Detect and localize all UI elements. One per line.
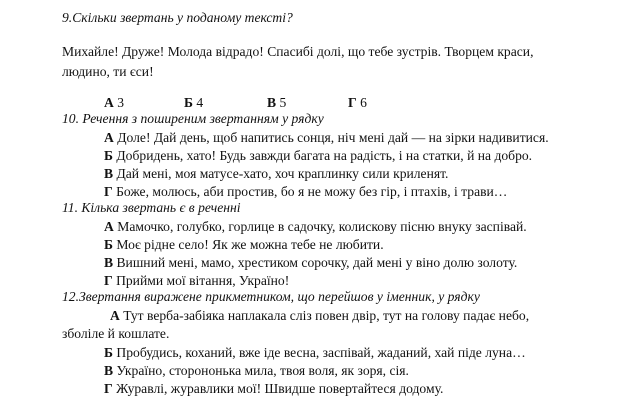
q12-option-d-letter: Г <box>104 381 113 396</box>
q10-option-d <box>104 184 507 200</box>
q9-title: 9.Скільки звертань у поданому тексті? <box>62 10 293 25</box>
q12-option-d <box>104 381 443 397</box>
q12-option-c-text: Україно, сторононька мила, твоя воля, як зоря, сія. <box>116 363 409 378</box>
q12-title: 12.Звертання виражене прикметником, що перейшов у іменник, у рядку <box>62 289 480 304</box>
q9-choice-d-value: 6 <box>360 95 367 110</box>
q11-option-c-letter: В <box>104 255 114 270</box>
q9-choice-c <box>267 95 286 111</box>
q12-option-d-text: Журавлі, журавлики мої! Швидше повертайтеся додому. <box>116 381 444 396</box>
q11-option-a-text: Мамочко, голубко, горлице в садочку, колискову пісню внуку заспівай. <box>117 219 527 234</box>
q12-option-a-letter: А <box>110 308 120 323</box>
q9-choice-b-letter: Б <box>184 95 193 110</box>
q10-option-c-letter: В <box>104 166 114 181</box>
q10-option-b-letter: Б <box>104 148 113 163</box>
q11-option-d <box>104 273 289 289</box>
q9-choice-a-letter: А <box>104 95 114 110</box>
q11-option-b-text: Моє рідне село! Як же можна тебе не любити. <box>116 237 384 252</box>
q10-option-a-letter: А <box>104 130 114 145</box>
q12-option-a-text: Тут верба-забіяка наплакала сліз повен двір, тут на голову падає небо, <box>123 308 530 323</box>
q11-title: 11. Кілька звертань є в реченні <box>62 200 241 215</box>
q10-title: 10. Речення з поширеним звертанням у рядку <box>62 111 324 126</box>
q9-choice-c-value: 5 <box>279 95 287 110</box>
q11-option-c <box>104 255 517 271</box>
q9-text-line1: Михайле! Друже! Молода відрадо! Спасибі долі, що тебе зустрів. Творцем краси, <box>62 44 534 59</box>
q9-choice-c-letter: В <box>267 95 277 110</box>
q12-option-a <box>110 308 529 324</box>
q10-option-c-text: Дай мені, моя матусе-хато, хоч краплинку сили криленят. <box>116 166 449 181</box>
q10-option-a <box>104 130 549 146</box>
q12-option-b-letter: Б <box>104 345 113 360</box>
q12-option-c <box>104 363 409 379</box>
q9-choice-b-value: 4 <box>196 95 204 110</box>
q9-choice-d-letter: Г <box>348 95 357 110</box>
q11-option-c-text: Вишний мені, мамо, хрестиком сорочку, дай мені у віно долю золоту. <box>116 255 518 270</box>
q12-option-b-text: Пробудись, коханий, вже іде весна, заспівай, жаданий, хай піде луна… <box>116 345 526 360</box>
q12-option-c-letter: В <box>104 363 114 378</box>
q9-choice-b <box>184 95 203 111</box>
q9-text-line2: людино, ти єси! <box>62 64 154 79</box>
q10-option-d-text: Боже, молюсь, аби простив, бо я не можу без гір, і птахів, і трави… <box>116 184 508 199</box>
q9-choice-d <box>348 95 367 111</box>
q10-option-a-text: Доле! Дай день, щоб напитись сонця, ніч мені дай — на зірки надивитися. <box>117 130 549 145</box>
q10-option-b <box>104 148 532 164</box>
q11-option-d-text: Прийми мої вітання, Україно! <box>116 273 290 288</box>
q12-option-a-continuation: зболіле й кошлате. <box>62 326 170 341</box>
q11-option-b-letter: Б <box>104 237 113 252</box>
q9-choice-a <box>104 95 124 111</box>
q11-option-a-letter: А <box>104 219 114 234</box>
q10-option-c <box>104 166 448 182</box>
q9-choice-a-value: 3 <box>117 95 125 110</box>
q12-option-b <box>104 345 526 361</box>
q11-option-a <box>104 219 527 235</box>
q11-option-d-letter: Г <box>104 273 113 288</box>
q11-option-b <box>104 237 384 253</box>
q10-option-b-text: Добридень, хато! Будь завжди багата на радість, і на статки, й на добро. <box>116 148 533 163</box>
q10-option-d-letter: Г <box>104 184 113 199</box>
